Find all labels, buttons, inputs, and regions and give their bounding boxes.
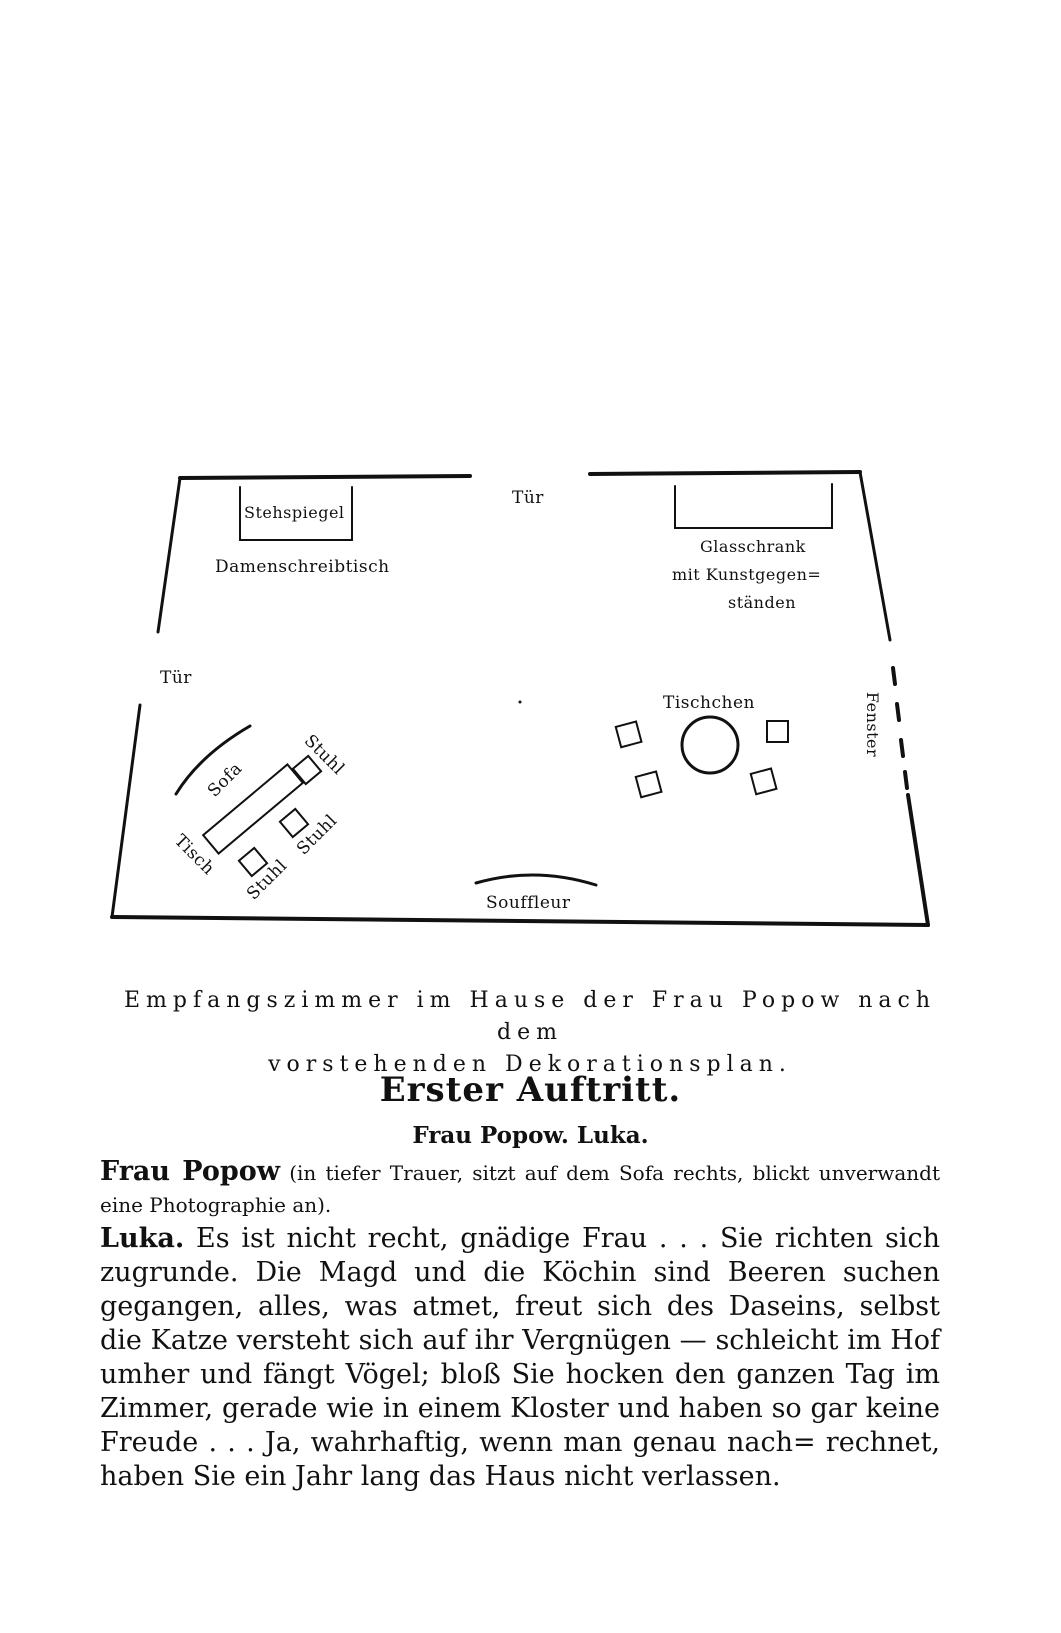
window-dash: [901, 740, 903, 756]
label-chair-1-text: Stuhl: [300, 730, 349, 780]
label-prompter: Souffleur: [486, 893, 571, 913]
label-cabinet-3: ständen: [728, 593, 796, 612]
label-chair-2: [293, 810, 342, 860]
window-dash: [905, 772, 907, 788]
label-small-table: Tischchen: [663, 693, 755, 713]
label-door-left: Tür: [160, 668, 192, 688]
stage-direction-text: (in tiefer Trauer, sitzt auf dem Sofa rechts, blickt unverwandt eine Photographie an).: [100, 1161, 940, 1217]
speaker-name: Frau Popow: [100, 1156, 281, 1187]
label-cabinet-1: Glasschrank: [700, 537, 806, 556]
caption-line-2: vorstehenden Dekorationsplan.: [268, 1052, 792, 1077]
stage-direction: [100, 1156, 940, 1221]
left-wall-upper: [158, 478, 180, 632]
label-cabinet-2: mit Kunstgegen=: [672, 565, 822, 584]
back-wall-left: [180, 476, 470, 478]
left-wall-lower: [112, 705, 140, 917]
label-sofa-text: Sofa: [203, 758, 247, 802]
chair: [636, 771, 662, 797]
label-table-text: Tisch: [170, 830, 219, 880]
caption-line-1: Empfangszimmer im Hause der Frau Popow nach dem: [123, 988, 937, 1045]
center-mark: [519, 701, 522, 704]
label-chair-3: [243, 855, 292, 905]
scene-characters: Frau Popow. Luka.: [412, 1122, 649, 1149]
label-mirror: Stehspiegel: [244, 503, 345, 522]
label-sofa: [203, 758, 247, 802]
label-door-top: Tür: [512, 488, 544, 508]
chair: [767, 721, 788, 742]
label-desk: Damenschreibtisch: [215, 557, 390, 577]
chair: [751, 768, 777, 794]
window-dash: [893, 668, 895, 684]
label-chair-1: [300, 730, 349, 780]
label-table: [170, 830, 219, 880]
front-edge: [112, 917, 928, 925]
scene-title: Erster Auftritt.: [379, 1070, 682, 1110]
speaker-name: Luka.: [100, 1223, 185, 1254]
round-table: [682, 717, 738, 773]
chair: [616, 721, 642, 747]
label-window-text: Fenster: [863, 691, 883, 758]
right-wall-upper: [860, 472, 890, 640]
label-chair-2-text: Stuhl: [293, 810, 342, 860]
plan-caption: [100, 985, 960, 1081]
cabinet-box: [675, 484, 832, 528]
speech-text: Es ist nicht recht, gnädige Frau . . . Sie richten sich zugrunde. Die Magd und die Köchin sind Beeren suchen gegangen, alles, was atmet, freut sich des Daseins, selbst die Katze versteht sich auf ihr Vergnügen — schleicht im Hof umher und fängt Vögel; bloß Sie hocken den ganzen Tag im Zimmer, gerade wie in einem Kloster und haben so gar keine Freude . . . Ja, wahrhaftig, wenn man genau nach= rechnet, haben Sie ein Jahr lang das Haus nicht verlassen.: [100, 1223, 940, 1492]
speech-paragraph: [100, 1222, 940, 1494]
right-wall-lower: [908, 795, 928, 925]
label-chair-3-text: Stuhl: [243, 855, 292, 905]
label-window: [840, 691, 905, 758]
prompter-arc: [476, 875, 596, 885]
back-wall-right: [590, 472, 860, 474]
